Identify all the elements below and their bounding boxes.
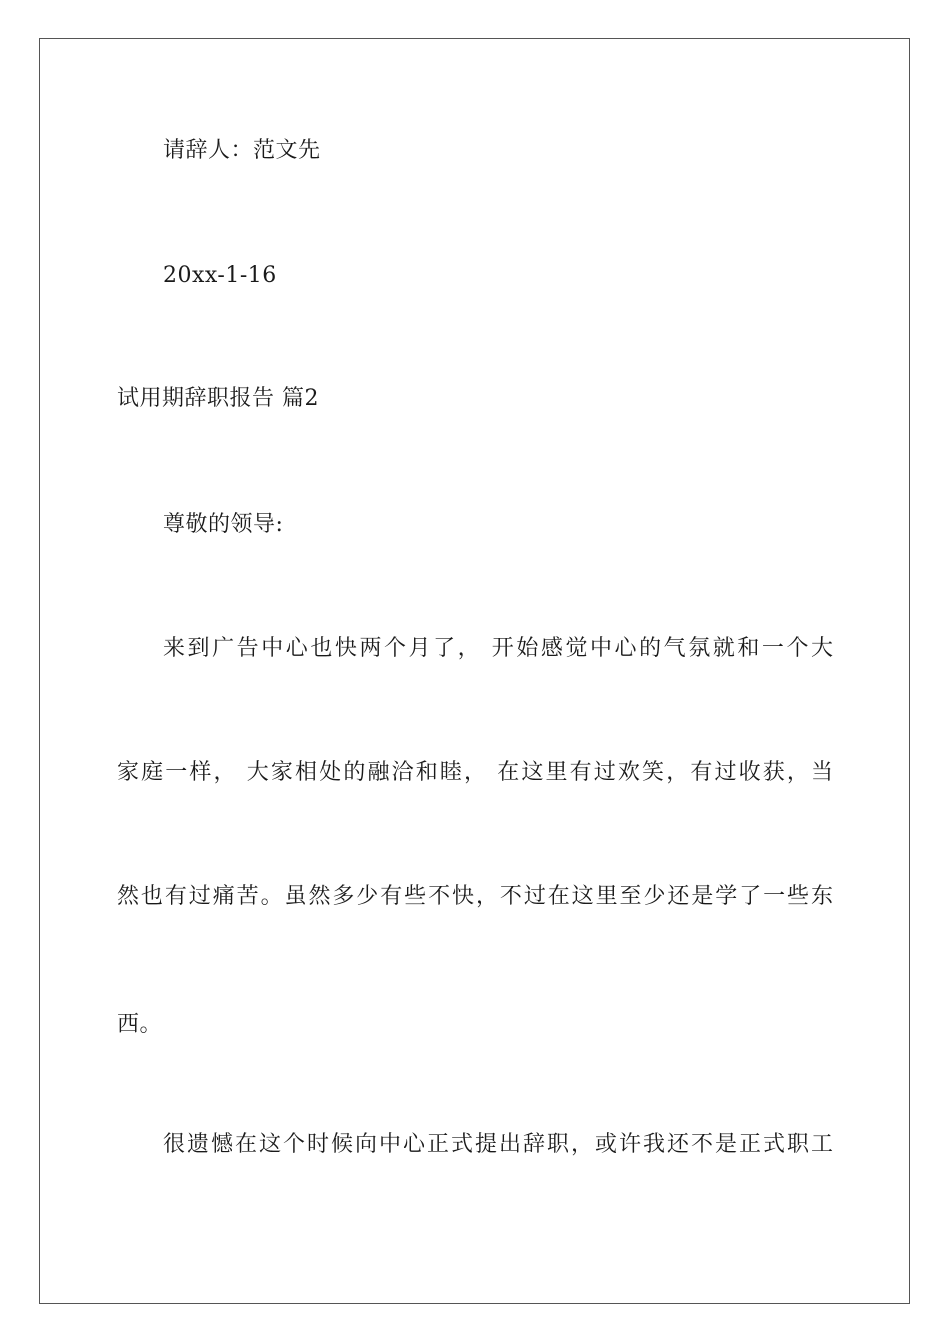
paragraph-line: 西。 (117, 1012, 163, 1037)
date-line: 20xx-1-16 (163, 263, 277, 288)
paragraph-line: 家庭一样， 大家相处的融洽和睦， 在这里有过欢笑，有过收获，当 (117, 760, 833, 785)
page-border (39, 38, 910, 1304)
paragraph-line: 很遗憾在这个时候向中心正式提出辞职，或许我还不是正式职工 (163, 1132, 833, 1157)
paragraph-line: 来到广告中心也快两个月了， 开始感觉中心的气氛就和一个大 (163, 636, 833, 661)
signature-line: 请辞人：范文先 (163, 138, 321, 163)
salutation: 尊敬的领导: (163, 512, 284, 537)
paragraph-line: 然也有过痛苦。虽然多少有些不快，不过在这里至少还是学了一些东 (117, 884, 833, 909)
section-title: 试用期辞职报告 篇2 (117, 386, 319, 411)
